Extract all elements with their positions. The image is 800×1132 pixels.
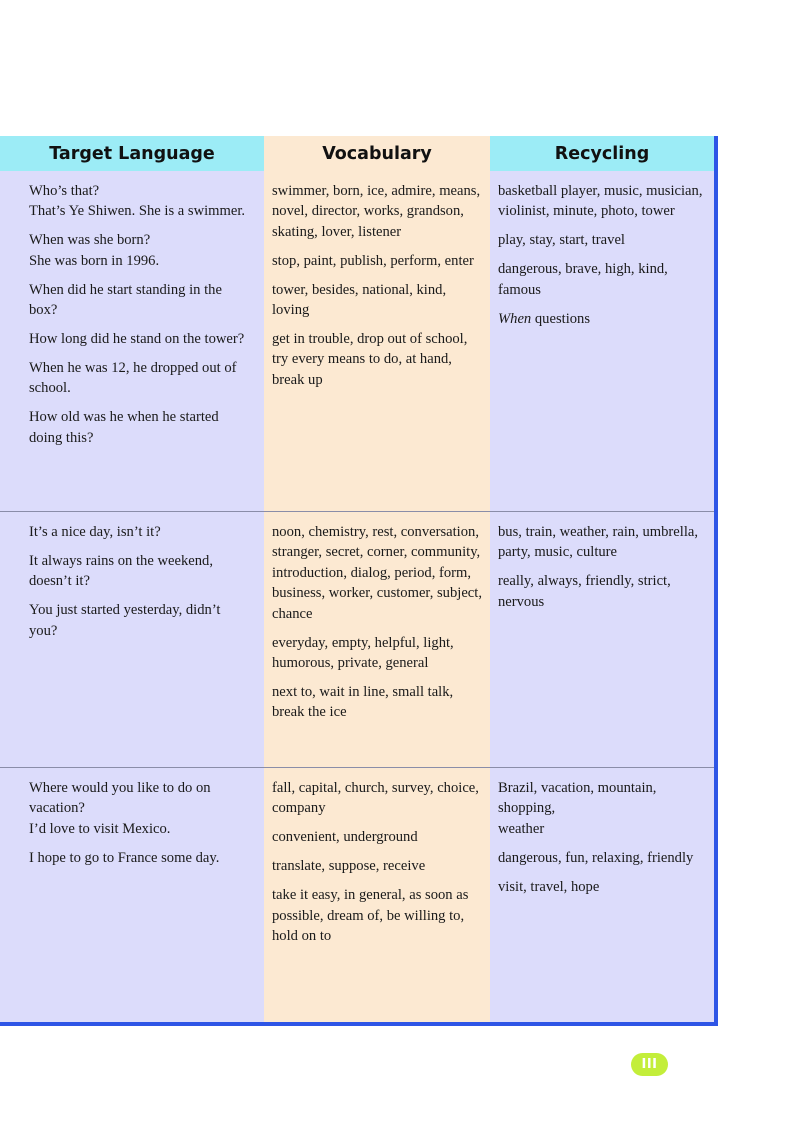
recycling-cell — [490, 512, 714, 767]
table-row — [0, 171, 714, 512]
target-language-item: I hope to go to France some day. — [29, 849, 220, 866]
table-row — [0, 768, 714, 1022]
page-number-badge: III — [631, 1053, 668, 1076]
recycling-item: Brazil, vacation, mountain, shopping, weather — [498, 780, 657, 837]
italic-word: When — [498, 310, 532, 327]
recycling-cell — [490, 171, 714, 511]
table-header — [0, 136, 714, 171]
target-language-item: How long did he stand on the tower? — [29, 330, 245, 347]
target-language-cell — [0, 768, 264, 1022]
vocabulary-item: everyday, empty, helpful, light, humorous, private, general — [272, 634, 454, 671]
target-language-item: When did he start standing in the box? — [29, 281, 222, 319]
recycling-cell — [490, 768, 714, 1022]
vocabulary-item: tower, besides, national, kind, loving — [272, 281, 447, 319]
vocabulary-item: swimmer, born, ice, admire, means, novel, director, works, grandson, skating, lover, listener — [272, 183, 481, 240]
target-language-item: When was she born? She was born in 1996. — [29, 232, 160, 269]
recycling-item: basketball player, music, musician, violinist, minute, photo, tower — [498, 183, 703, 220]
header-recycling: Recycling — [490, 136, 714, 171]
vocabulary-cell — [264, 171, 490, 511]
target-language-item: Who’s that? That’s Ye Shiwen. She is a swimmer. — [29, 183, 246, 220]
vocabulary-item: noon, chemistry, rest, conversation, stranger, secret, corner, community, introduction, dialog, period, form, business, worker, customer, subject, chance — [272, 524, 482, 622]
target-language-item: It’s a nice day, isn’t it? — [29, 524, 161, 540]
vocabulary-cell — [264, 512, 490, 767]
recycling-item: visit, travel, hope — [498, 878, 600, 895]
recycling-item-rest: questions — [531, 310, 591, 327]
target-language-item: How old was he when he started doing this? — [29, 409, 219, 446]
unit-overview-table — [0, 136, 718, 1026]
recycling-item: dangerous, brave, high, kind, famous — [498, 261, 668, 298]
vocabulary-item: convenient, underground — [272, 829, 418, 846]
target-language-item: Where would you like to do on vacation? I’d love to visit Mexico. — [29, 780, 211, 837]
vocabulary-item: stop, paint, publish, perform, enter — [272, 252, 474, 269]
recycling-item: bus, train, weather, rain, umbrella, party, music, culture — [498, 524, 699, 561]
target-language-item: You just started yesterday, didn’t you? — [29, 602, 221, 639]
recycling-item: really, always, friendly, strict, nervous — [498, 573, 671, 610]
recycling-item: play, stay, start, travel — [498, 232, 625, 249]
vocabulary-item: next to, wait in line, small talk, break the ice — [272, 683, 454, 721]
vocabulary-cell — [264, 768, 490, 1022]
vocabulary-item: take it easy, in general, as soon as possible, dream of, be willing to, hold on to — [272, 887, 469, 944]
recycling-item: dangerous, fun, relaxing, friendly — [498, 849, 694, 866]
vocabulary-item: translate, suppose, receive — [272, 858, 426, 875]
recycling-item — [498, 309, 708, 329]
target-language-cell — [0, 512, 264, 767]
vocabulary-item: get in trouble, drop out of school, try every means to do, at hand, break up — [272, 330, 468, 388]
header-target-language: Target Language — [0, 136, 264, 171]
target-language-item: When he was 12, he dropped out of school. — [29, 359, 237, 397]
header-vocabulary: Vocabulary — [264, 136, 490, 171]
vocabulary-item: fall, capital, church, survey, choice, company — [272, 780, 479, 817]
table-row — [0, 512, 714, 768]
target-language-cell — [0, 171, 264, 511]
target-language-item: It always rains on the weekend, doesn’t it? — [29, 552, 213, 590]
